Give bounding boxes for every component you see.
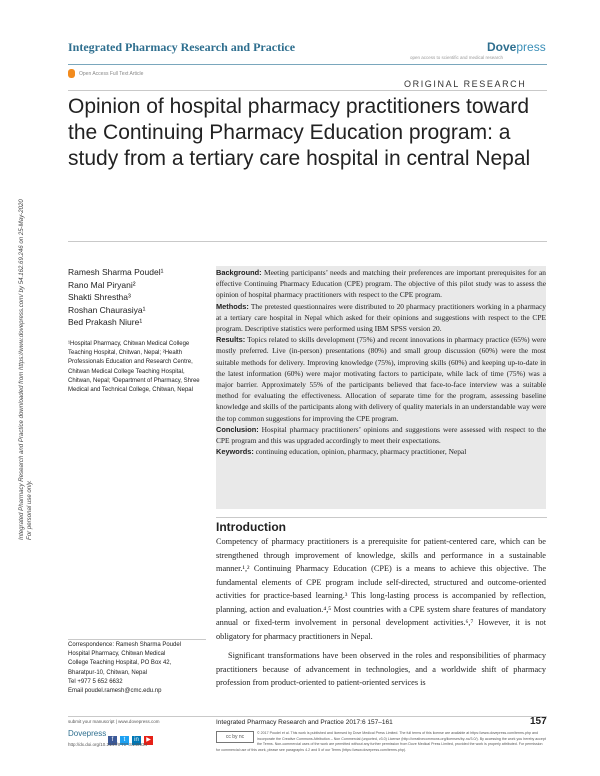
abstract-results: [216, 334, 546, 424]
journal-name: Integrated Pharmacy Research and Practice: [68, 40, 296, 54]
section-heading-introduction: Introduction: [216, 520, 286, 534]
corr-line: Tel +977 5 652 6632: [68, 678, 123, 685]
author[interactable]: Rano Mal Piryani²: [68, 279, 136, 290]
submit-link[interactable]: submit your manuscript | www.dovepress.com: [68, 719, 160, 724]
article-title: Opinion of hospital pharmacy practitioners toward the Continuing Pharmacy Education program: a study from a tertiary care hospital in central Nepal: [68, 95, 531, 170]
section-label: ORIGINAL RESEARCH: [404, 79, 527, 89]
license-body: © 2017 Poudel et al. This work is published and licensed by Dove Medical Press Limited. The full terms of this license are available at https://www.dovepress.com/terms.php and incorporate the Creative Commons Attribution – Non Commercial (unported, v3.0) License (http://creativecommons.org/licenses/by-nc/3.0/). By accessing the work you hereby accept the Terms. Non-commercial uses of the work are permitted without any further permission from Dove Medical Press Limited, provided the work is properly attributed. For permission for commercial use of this work, please see paragraphs 4.2 and 5 of our Terms (https://www.dovepress.com/terms.php).: [216, 731, 546, 752]
footer-rule: [68, 716, 547, 717]
author[interactable]: Bed Prakash Niure¹: [68, 317, 143, 327]
dove-tagline: open access to scientific and medical research: [410, 55, 504, 60]
page-number: 157: [530, 716, 547, 727]
journal-citation: Integrated Pharmacy Research and Practice 2017:6 157–161: [216, 719, 393, 726]
open-access-text: Open Access Full Text Article: [79, 70, 144, 77]
twitter-icon[interactable]: t: [120, 736, 129, 745]
corr-line: College Teaching Hospital, PO Box 42,: [68, 660, 172, 667]
license-text: [216, 731, 546, 753]
author[interactable]: Ramesh Sharma Poudel¹: [68, 267, 164, 277]
intro-rule: [216, 517, 547, 518]
corr-email[interactable]: Email poudel.ramesh@cmc.edu.np: [68, 688, 162, 695]
youtube-icon[interactable]: ▶: [144, 736, 153, 745]
intro-paragraph: Competency of pharmacy practitioners is a prerequisite for patient-centered care, which can be strengthened through improvement of knowledge, skills and performance in a sustainable manner.¹,² Continuing Pharmacy Education (CPE) is a means to achieve this objective. The fundamental elements of CPE program include self-directed, structured and outcome-oriented activities for practice-based learning.³ This long-lasting process is accompanied by reflection, planning, action and evaluation.⁴,⁵ Most countries with a CPE system share features of mandatory annual or fixed-term involvement in personal development activities.⁶,⁷ However, it is not obligatory for pharmacy practitioners in Nepal.: [216, 537, 546, 641]
results-label: Results:: [216, 335, 246, 345]
title-rule: [68, 241, 547, 242]
corr-line: Bharatpur-10, Chitwan, Nepal: [68, 669, 148, 676]
abstract-conclusion: [216, 424, 546, 446]
author[interactable]: Roshan Chaurasiya¹: [68, 304, 146, 315]
conclusion-label: Conclusion:: [216, 424, 259, 434]
section-rule: [68, 90, 547, 91]
abstract-keywords: [216, 446, 546, 457]
methods-text: The pretested questionnaires were distributed to 20 pharmacy practitioners working in a pharmacy at a tertiary care hospital in Nepal which asked for their opinions and suggestions with respect to the CPE program. Descriptive statistics were performed using IBM SPSS version 20.: [216, 301, 546, 334]
author-list: [68, 266, 163, 329]
open-access-label: [68, 69, 143, 78]
corr-line: Hospital Pharmacy, Chitwan Medical: [68, 651, 166, 658]
header-rule: [68, 64, 547, 65]
conclusion-text: Hospital pharmacy practitioners’ opinions and suggestions were assessed with respect to the CPE program and this was upgraded accordingly to meet their expectations.: [216, 424, 546, 446]
download-note-line: For personal use only.: [26, 480, 33, 540]
download-note: [18, 199, 34, 540]
dove-brand: Dove: [487, 40, 517, 54]
linkedin-icon[interactable]: in: [132, 736, 141, 745]
abstract-methods: [216, 301, 546, 335]
keywords-label: Keywords:: [216, 447, 254, 457]
doi-link[interactable]: http://dx.doi.org/10.2147/IPRP.S149934: [68, 742, 147, 747]
abstract-background: [216, 267, 546, 301]
intro-paragraph: Significant transformations have been observed in the roles and responsibilities of pharmacy practitioners because of advancement in technologies, and a worldwide shift of pharmacy profession from product-oriented to patient-oriented services is: [216, 651, 546, 687]
introduction-body: [216, 535, 546, 696]
keywords-text: continuing education, opinion, pharmacy, pharmacy practitioner, Nepal: [253, 447, 467, 457]
footer-dovepress[interactable]: Dovepress: [68, 729, 107, 738]
background-text: Meeting participants’ needs and matching their preferences are important prerequisites for an effective Continuing Pharmacy Education (CPE) program. The objective of this pilot study was to assess the opinion of hospital pharmacy practitioners with respect to the CPE program.: [216, 268, 546, 300]
facebook-icon[interactable]: f: [108, 736, 117, 745]
dovepress-logo[interactable]: [487, 40, 546, 54]
dove-press: press: [516, 40, 546, 54]
correspondence: [68, 641, 208, 696]
open-lock-icon: [68, 69, 75, 78]
methods-label: Methods:: [216, 301, 249, 311]
affiliations: ¹Hospital Pharmacy, Chitwan Medical College Teaching Hospital, Chitwan, Nepal; ²Health Professionals Education and Research Centre, Chitwan Medical College Teaching Hospital, Chitwan, Nepal; ³Department of Pharmacy, Shree Medical and Technical College, Chitwan, Nepal: [68, 341, 200, 394]
cc-license-icon[interactable]: cc by nc: [216, 731, 254, 743]
results-text: Topics related to skills development (75%) and recent innovations in pharmacy practice (65%) were mostly preferred. Live (in-person) presentations (80%) and small group discussion (60%) were the most suitable methods for delivery. Improving knowledge (75%), improving skills (60%) and keeping up-to-date in the latest information (60%) were major motivating factors to participate, while lack of time (75%) was a major barrier. Approximately 55% of the participants believed that face-to-face interview was a suitable method for evaluating the effectiveness. Allocation of separate time for the program, assessing baseline knowledge and skills of the participants along with delivery of quality materials in an understandable way were the top common suggestions for improving the CPE program.: [216, 335, 546, 423]
corr-line: Correspondence: Ramesh Sharma Poudel: [68, 642, 182, 648]
background-label: Background:: [216, 268, 262, 277]
correspondence-rule: [68, 639, 206, 640]
download-note-line: Integrated Pharmacy Research and Practice downloaded from https://www.dovepress.com/ by 54.162.69.246 on 25-May-2020: [18, 199, 25, 540]
abstract-box: [216, 266, 546, 509]
author[interactable]: Shakti Shrestha³: [68, 292, 131, 302]
